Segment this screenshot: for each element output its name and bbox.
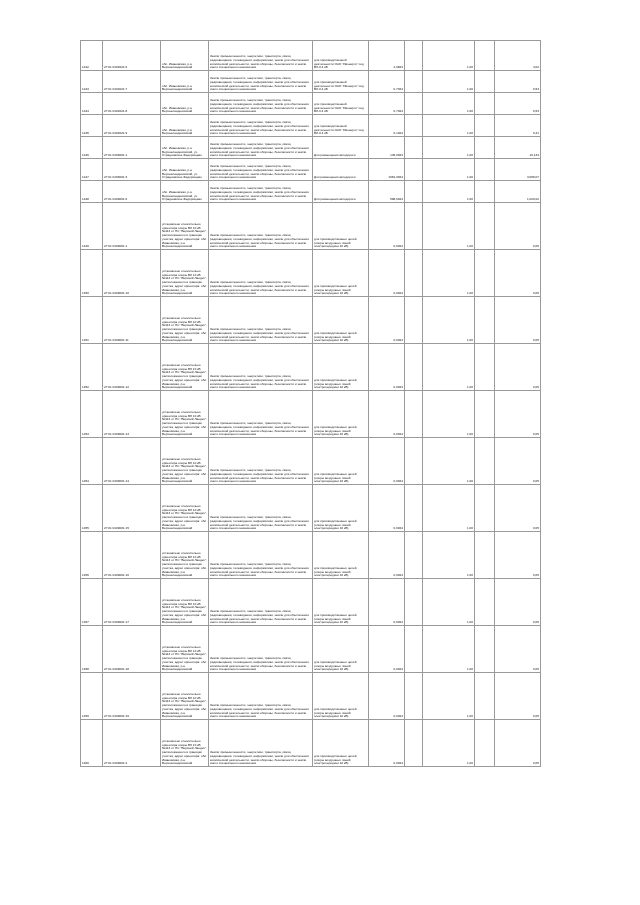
cadastral-number-cell: 27:01:0109001:12 [103,344,161,391]
area-cell: 0,0024 [369,720,405,767]
table-row [81,93,541,115]
row-number-cell: 1445 [81,115,103,137]
land-category-cell: Земли промышленности, энергетики, транспорта, связи, радиовещания, телевидения, информатики, земли для обеспечения космической деятельности, земли обороны, безопасности и земли иного специального назначения [209,579,313,626]
coefficient-cell: 1,00 [423,159,475,181]
permitted-use-cell: Для размещения автодороги [313,137,369,159]
area-cell: 2,0824 [369,41,405,71]
value-cell: 0,05 [495,391,541,438]
value-cell: 0,05 [495,485,541,532]
land-category-cell: Земли промышленности, энергетики, транспорта, связи, радиовещания, телевидения, информатики, земли для обеспечения космической деятельности, земли обороны, безопасности и земли иного специального назначения [209,438,313,485]
coefficient-cell: 1,00 [423,93,475,115]
coefficient-cell: 1,00 [423,579,475,626]
empty-cell [405,579,423,626]
coefficient-cell: 1,00 [423,720,475,767]
table-row [81,438,541,485]
table-body [81,41,541,767]
empty-cell [475,159,495,181]
empty-cell [405,532,423,579]
empty-cell [405,41,423,71]
area-cell: 0,0024 [369,344,405,391]
land-category-cell: Земли промышленности, энергетики, транспорта, связи, радиовещания, телевидения, информатики, земли для обеспечения космической деятельности, земли обороны, безопасности и земли иного специального назначения [209,71,313,93]
land-category-cell: Земли промышленности, энергетики, транспорта, связи, радиовещания, телевидения, информатики, земли для обеспечения космической деятельности, земли обороны, безопасности и земли иного специального назначения [209,250,313,297]
land-category-cell: Земли промышленности, энергетики, транспорта, связи, радиовещания, телевидения, информатики, земли для обеспечения космической деятельности, земли обороны, безопасности и земли иного специального назначения [209,673,313,720]
empty-cell [475,71,495,93]
table-row [81,673,541,720]
empty-cell [475,673,495,720]
coefficient-cell: 1,00 [423,203,475,250]
cadastral-number-cell: 27:01:0106001:1 [103,137,161,159]
address-cell: установлено относительно ориентира опоры ВЛ 10 кВ №113 от ПС "Верхний Ландех", расположенного в границах участка, адрес ориентира: обл. Ивановская, р-н Верхнеландеховский [161,203,209,250]
address-cell: обл. Ивановская, р-н Верхнеландеховский [161,41,209,71]
row-number-cell: 1454 [81,438,103,485]
permitted-use-cell: для производственной деятельности ОАО "Ивэнерго" под ВЛ-0.4 кВ [313,41,369,71]
value-cell: 1,020,02 [495,181,541,203]
coefficient-cell: 1,00 [423,391,475,438]
coefficient-cell: 1,00 [423,115,475,137]
value-cell: 0,53 [495,71,541,93]
value-cell: 0,05 [495,344,541,391]
land-category-cell: Земли промышленности, энергетики, транспорта, связи, радиовещания, телевидения, информатики, земли для обеспечения космической деятельности, земли обороны, безопасности и земли иного специального назначения [209,181,313,203]
area-cell: 0,0024 [369,532,405,579]
coefficient-cell: 1,00 [423,41,475,71]
empty-cell [475,344,495,391]
coefficient-cell: 1,00 [423,626,475,673]
cadastral-number-cell: 27:01:0106001:3 [103,159,161,181]
table-row [81,137,541,159]
address-cell: установлено относительно ориентира опоры ВЛ 10 кВ №113 от ПС "Верхний Ландех", расположенного в границах участка, адрес ориентира: обл. Ивановская, р-н Верхнеландеховский [161,250,209,297]
empty-cell [405,485,423,532]
empty-cell [475,41,495,71]
land-category-cell: Земли промышленности, энергетики, транспорта, связи, радиовещания, телевидения, информатики, земли для обеспечения космической деятельности, земли обороны, безопасности и земли иного специального назначения [209,93,313,115]
row-number-cell: 1456 [81,532,103,579]
permitted-use-cell: для производственной деятельности ОАО "Ивэнерго" под ВЛ-0.4 кВ [313,115,369,137]
land-category-cell: Земли промышленности, энергетики, транспорта, связи, радиовещания, телевидения, информатики, земли для обеспечения космической деятельности, земли обороны, безопасности и земли иного специального назначения [209,532,313,579]
value-cell: 0,05 [495,438,541,485]
land-category-cell: Земли промышленности, энергетики, транспорта, связи, радиовещания, телевидения, информатики, земли для обеспечения космической деятельности, земли обороны, безопасности и земли иного специального назначения [209,391,313,438]
coefficient-cell: 1,00 [423,250,475,297]
area-cell: 598,0024 [369,181,405,203]
row-number-cell: 1451 [81,297,103,344]
address-cell: установлено относительно ориентира опоры ВЛ 10 кВ №113 от ПС "Верхний Ландех", расположенного в границах участка, адрес ориентира: обл. Ивановская, р-н Верхнеландеховский [161,720,209,767]
table-row [81,115,541,137]
empty-cell [475,391,495,438]
row-number-cell: 1453 [81,391,103,438]
cadastral-number-cell: 27:01:0102021:7 [103,71,161,93]
land-category-cell: Земли промышленности, энергетики, транспорта, связи, радиовещания, телевидения, информатики, земли для обеспечения космической деятельности, земли обороны, безопасности и земли иного специального назначения [209,720,313,767]
value-cell: 10,134 [495,137,541,159]
table-row [81,485,541,532]
permitted-use-cell: для производственных целей (опоры воздушных линий электропередачи 10 кВ) [313,250,369,297]
value-cell: 3,058,07 [495,159,541,181]
cadastral-number-cell: 27:01:0109001:15 [103,485,161,532]
address-cell: обл. Ивановская, р-н Верхнеландеховский, уч. Отрадновское Федорищево [161,159,209,181]
area-cell: 0,0024 [369,203,405,250]
area-cell: 0,0024 [369,438,405,485]
address-cell: установлено относительно ориентира опоры ВЛ 10 кВ №113 от ПС "Верхний Ландех", расположенного в границах участка, адрес ориентира: обл. Ивановская, р-н Верхнеландеховский [161,626,209,673]
area-cell: 0,0024 [369,391,405,438]
table-row [81,344,541,391]
empty-cell [475,297,495,344]
permitted-use-cell: для производственных целей (опоры воздушных линий электропередачи 10 кВ) [313,203,369,250]
cadastral-number-cell: 27:01:0109001:18 [103,626,161,673]
address-cell: установлено относительно ориентира опоры ВЛ 10 кВ №113 от ПС "Верхний Ландех", расположенного в границах участка, адрес ориентира: обл. Ивановская, р-н Верхнеландеховский [161,579,209,626]
empty-cell [405,720,423,767]
land-plots-table [80,40,541,767]
permitted-use-cell: для производственных целей (опоры воздушных линий электропередачи 10 кВ) [313,344,369,391]
area-cell: 0,0024 [369,250,405,297]
row-number-cell: 1455 [81,485,103,532]
table-row [81,41,541,71]
empty-cell [405,297,423,344]
permitted-use-cell: для производственных целей (опоры воздушных линий электропередачи 10 кВ) [313,391,369,438]
address-cell: установлено относительно ориентира опоры ВЛ 10 кВ №113 от ПС "Верхний Ландех", расположенного в границах участка, адрес ориентира: обл. Ивановская, р-н Верхнеландеховский [161,673,209,720]
table-row [81,391,541,438]
area-cell: 0,0024 [369,297,405,344]
row-number-cell: 1443 [81,71,103,93]
area-cell: 0,0024 [369,485,405,532]
cadastral-number-cell: 27:01:0109001:17 [103,579,161,626]
address-cell: обл. Ивановская, р-н Верхнеландеховский [161,115,209,137]
permitted-use-cell: для производственных целей (опоры воздушных линий электропередачи 10 кВ) [313,297,369,344]
coefficient-cell: 1,00 [423,181,475,203]
land-category-cell: Земли промышленности, энергетики, транспорта, связи, радиовещания, телевидения, информатики, земли для обеспечения космической деятельности, земли обороны, безопасности и земли иного специального назначения [209,159,313,181]
land-category-cell: Земли промышленности, энергетики, транспорта, связи, радиовещания, телевидения, информатики, земли для обеспечения космической деятельности, земли обороны, безопасности и земли иного специального назначения [209,297,313,344]
table-row [81,579,541,626]
cadastral-number-cell: 27:01:0102021:8 [103,93,161,115]
table-row [81,626,541,673]
coefficient-cell: 1,00 [423,673,475,720]
cadastral-number-cell: 27:01:0109001:1 [103,203,161,250]
value-cell: 0,05 [495,720,541,767]
table-row [81,297,541,344]
empty-cell [475,485,495,532]
cadastral-number-cell: 27:01:0102021:9 [103,115,161,137]
coefficient-cell: 1,00 [423,532,475,579]
land-category-cell: Земли промышленности, энергетики, транспорта, связи, радиовещания, телевидения, информатики, земли для обеспечения космической деятельности, земли обороны, безопасности и земли иного специального назначения [209,485,313,532]
value-cell: 0,05 [495,673,541,720]
row-number-cell: 1446 [81,137,103,159]
empty-cell [405,93,423,115]
empty-cell [405,673,423,720]
row-number-cell: 1449 [81,203,103,250]
land-category-cell: Земли промышленности, энергетики, транспорта, связи, радиовещания, телевидения, информатики, земли для обеспечения космической деятельности, земли обороны, безопасности и земли иного специального назначения [209,626,313,673]
address-cell: обл. Ивановская, р-н Верхнеландеховский, уч. Отрадновское Федорищево [161,181,209,203]
value-cell: 4,02 [495,41,541,71]
empty-cell [475,626,495,673]
address-cell: установлено относительно ориентира опоры ВЛ 10 кВ №113 от ПС "Верхний Ландех", расположенного в границах участка, адрес ориентира: обл. Ивановская, р-н Верхнеландеховский [161,344,209,391]
coefficient-cell: 1,00 [423,485,475,532]
empty-cell [475,115,495,137]
row-number-cell: 1444 [81,93,103,115]
address-cell: установлено относительно ориентира опоры ВЛ 10 кВ №113 от ПС "Верхний Ландех", расположенного в границах участка, адрес ориентира: обл. Ивановская, р-н Верхнеландеховский [161,297,209,344]
area-cell: 1681,0024 [369,159,405,181]
permitted-use-cell: для производственной деятельности ОАО "Ивэнерго" под ВЛ-0.4 кВ [313,93,369,115]
address-cell: установлено относительно ориентира опоры ВЛ 10 кВ №113 от ПС "Верхний Ландех", расположенного в границах участка, адрес ориентира: обл. Ивановская, р-н Верхнеландеховский [161,485,209,532]
permitted-use-cell: для производственных целей (опоры воздушных линий электропередачи 10 кВ) [313,532,369,579]
empty-cell [475,93,495,115]
row-number-cell: 1459 [81,673,103,720]
value-cell: 0,05 [495,579,541,626]
empty-cell [475,250,495,297]
permitted-use-cell: Для размещения автодороги [313,159,369,181]
empty-cell [475,579,495,626]
empty-cell [405,71,423,93]
row-number-cell: 1457 [81,579,103,626]
cadastral-table-sheet [80,40,540,767]
table-row [81,532,541,579]
area-cell: 0,7024 [369,93,405,115]
permitted-use-cell: для производственных целей (опоры воздушных линий электропередачи 10 кВ) [313,579,369,626]
empty-cell [475,181,495,203]
cadastral-number-cell: 27:01:0109001:19 [103,673,161,720]
value-cell: 0,05 [495,626,541,673]
value-cell: 0,53 [495,93,541,115]
empty-cell [475,532,495,579]
address-cell: обл. Ивановская, р-н Верхнеландеховский, уч. Отрадновское Федорищево [161,137,209,159]
empty-cell [405,137,423,159]
land-category-cell: Земли промышленности, энергетики, транспорта, связи, радиовещания, телевидения, информатики, земли для обеспечения космической деятельности, земли обороны, безопасности и земли иного специального назначения [209,203,313,250]
row-number-cell: 1458 [81,626,103,673]
row-number-cell: 1452 [81,344,103,391]
permitted-use-cell: для производственных целей (опоры воздушных линий электропередачи 10 кВ) [313,485,369,532]
coefficient-cell: 1,00 [423,438,475,485]
row-number-cell: 1448 [81,181,103,203]
coefficient-cell: 1,00 [423,344,475,391]
cadastral-number-cell: 27:01:0109001:11 [103,297,161,344]
empty-cell [405,438,423,485]
table-row [81,181,541,203]
cadastral-number-cell: 27:01:0109001:14 [103,438,161,485]
permitted-use-cell: Для размещения автодороги [313,181,369,203]
row-number-cell: 1442 [81,41,103,71]
address-cell: установлено относительно ориентира опоры ВЛ 10 кВ №113 от ПС "Верхний Ландех", расположенного в границах участка, адрес ориентира: обл. Ивановская, р-н Верхнеландеховский [161,391,209,438]
permitted-use-cell: для производственных целей (опоры воздушных линий электропередачи 10 кВ) [313,626,369,673]
cadastral-number-cell: 27:01:0109001:16 [103,532,161,579]
land-category-cell: Земли промышленности, энергетики, транспорта, связи, радиовещания, телевидения, информатики, земли для обеспечения космической деятельности, земли обороны, безопасности и земли иного специального назначения [209,344,313,391]
value-cell: 0,05 [495,532,541,579]
empty-cell [405,203,423,250]
coefficient-cell: 1,00 [423,71,475,93]
cadastral-number-cell: 27:01:0102021:6 [103,41,161,71]
row-number-cell: 1447 [81,159,103,181]
area-cell: 0,1024 [369,115,405,137]
row-number-cell: 1450 [81,250,103,297]
coefficient-cell: 1,00 [423,137,475,159]
area-cell: 0,0024 [369,579,405,626]
area-cell: 145,0024 [369,137,405,159]
permitted-use-cell: для производственных целей (опоры воздушных линий электропередачи 10 кВ) [313,438,369,485]
address-cell: обл. Ивановская, р-н Верхнеландеховский [161,93,209,115]
cadastral-number-cell: 27:01:0109001:13 [103,391,161,438]
table-row [81,159,541,181]
permitted-use-cell: для производственных целей (опоры воздушных линий электропередачи 10 кВ) [313,720,369,767]
empty-cell [405,391,423,438]
cadastral-number-cell: 27:01:0109001:2 [103,720,161,767]
permitted-use-cell: для производственной деятельности ОАО "Ивэнерго" под ВЛ-0.4 кВ [313,71,369,93]
empty-cell [475,203,495,250]
value-cell: 0,05 [495,203,541,250]
area-cell: 0,0024 [369,673,405,720]
area-cell: 0,7024 [369,71,405,93]
empty-cell [475,137,495,159]
empty-cell [405,250,423,297]
address-cell: установлено относительно ориентира опоры ВЛ 10 кВ №113 от ПС "Верхний Ландех", расположенного в границах участка, адрес ориентира: обл. Ивановская, р-н Верхнеландеховский [161,532,209,579]
value-cell: 0,05 [495,250,541,297]
cadastral-number-cell: 27:01:0106001:6 [103,181,161,203]
address-cell: обл. Ивановская, р-н Верхнеландеховский [161,71,209,93]
table-row [81,71,541,93]
empty-cell [475,438,495,485]
permitted-use-cell: для производственных целей (опоры воздушных линий электропередачи 10 кВ) [313,673,369,720]
cadastral-number-cell: 27:01:0109001:10 [103,250,161,297]
table-row [81,203,541,250]
empty-cell [405,626,423,673]
area-cell: 0,0024 [369,626,405,673]
coefficient-cell: 1,00 [423,297,475,344]
empty-cell [405,181,423,203]
address-cell: установлено относительно ориентира опоры ВЛ 10 кВ №113 от ПС "Верхний Ландех", расположенного в границах участка, адрес ориентира: обл. Ивановская, р-н Верхнеландеховский [161,438,209,485]
table-row [81,720,541,767]
land-category-cell: Земли промышленности, энергетики, транспорта, связи, радиовещания, телевидения, информатики, земли для обеспечения космической деятельности, земли обороны, безопасности и земли иного специального назначения [209,137,313,159]
empty-cell [405,344,423,391]
value-cell: 0,31 [495,115,541,137]
empty-cell [405,115,423,137]
land-category-cell: Земли промышленности, энергетики, транспорта, связи, радиовещания, телевидения, информатики, земли для обеспечения космической деятельности, земли обороны, безопасности и земли иного специального назначения [209,41,313,71]
empty-cell [405,159,423,181]
value-cell: 0,05 [495,297,541,344]
land-category-cell: Земли промышленности, энергетики, транспорта, связи, радиовещания, телевидения, информатики, земли для обеспечения космической деятельности, земли обороны, безопасности и земли иного специального назначения [209,115,313,137]
table-row [81,250,541,297]
row-number-cell: 1460 [81,720,103,767]
empty-cell [475,720,495,767]
